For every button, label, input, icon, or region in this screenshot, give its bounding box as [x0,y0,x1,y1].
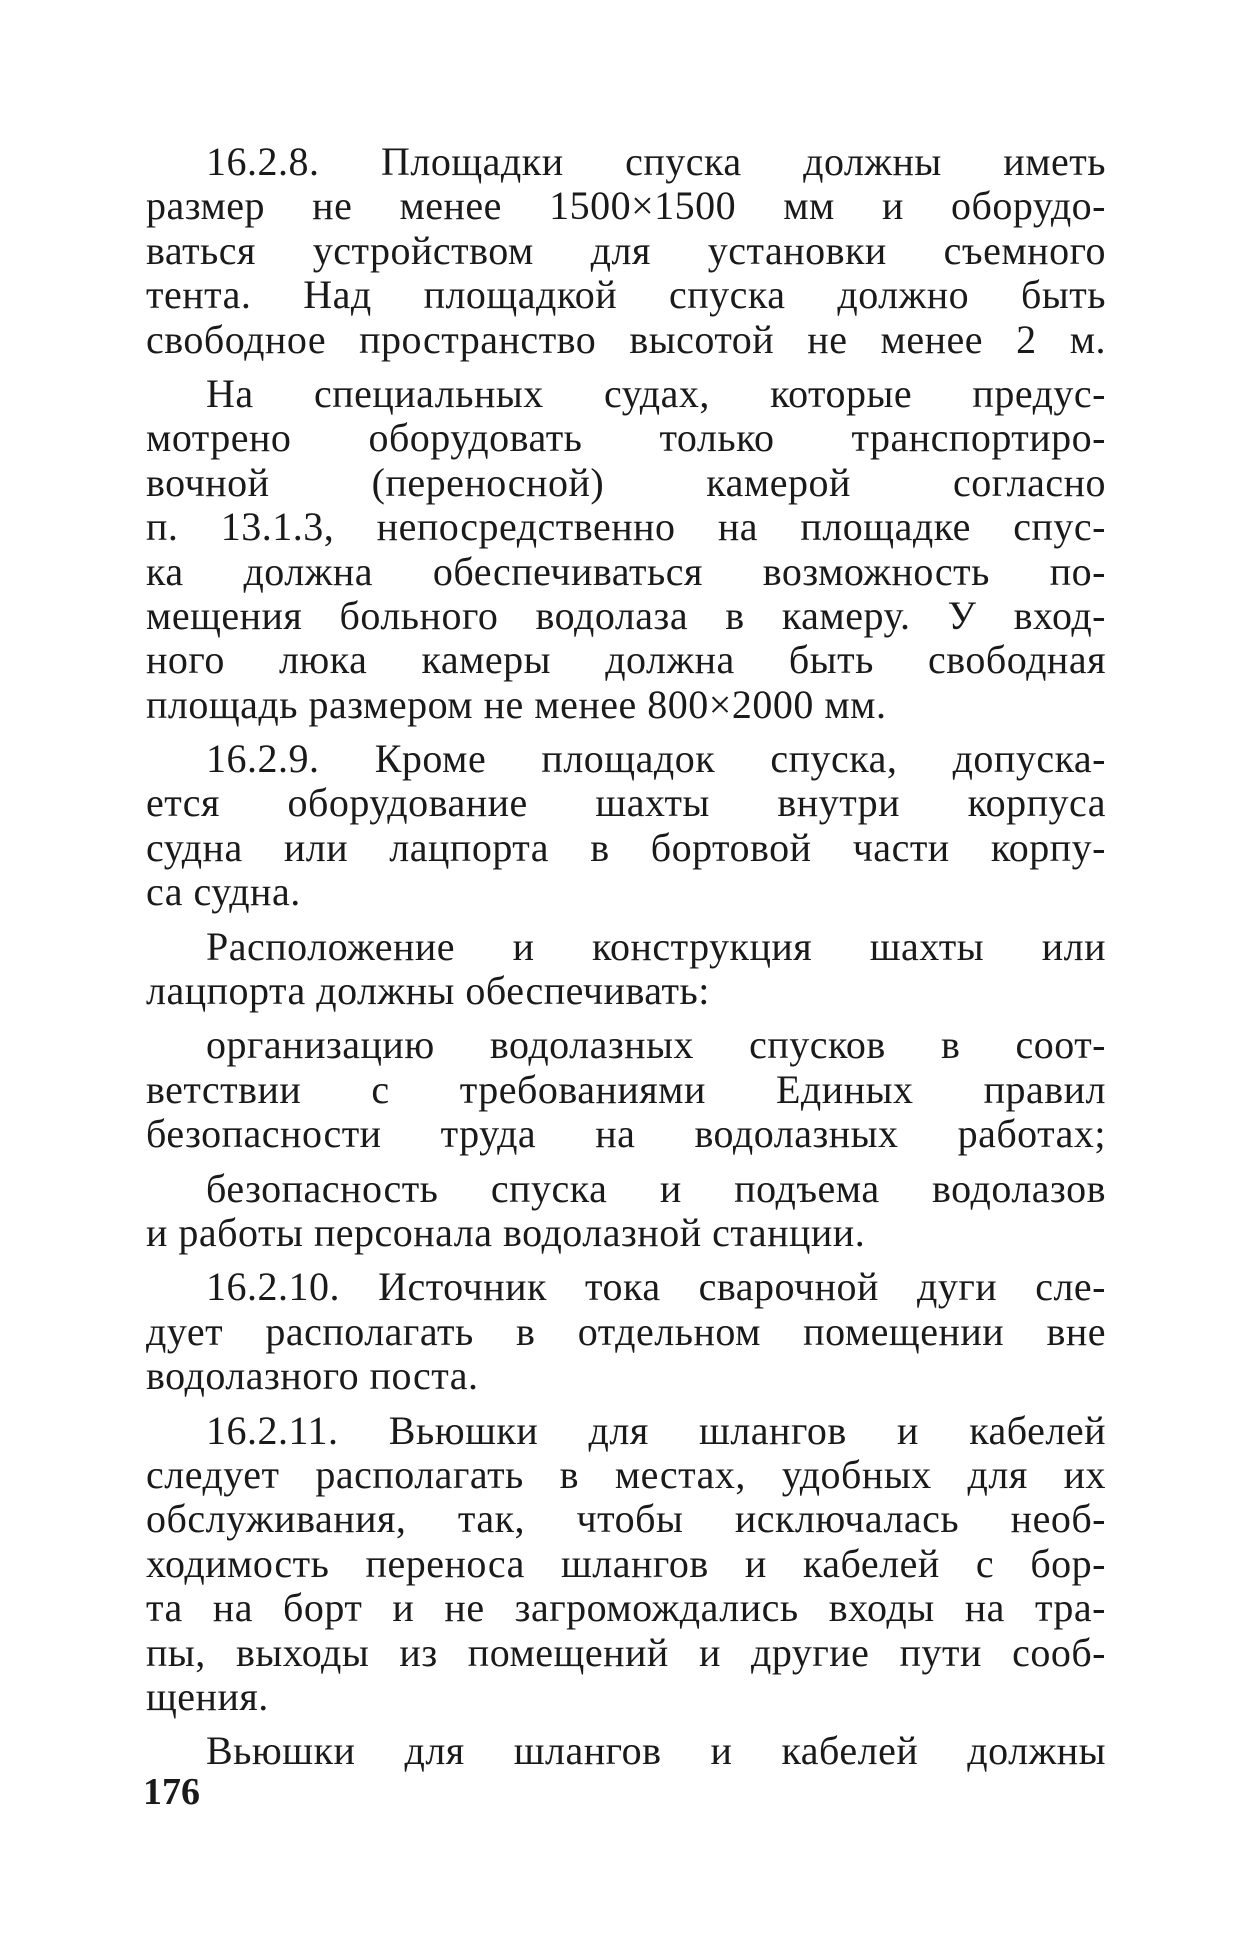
body-text [146,140,1106,1774]
list-item-safety [146,1167,1106,1256]
text-line: следует располагать в местах, удобных для их [146,1452,1106,1497]
text-line: и работы персонала водолазной станции. [146,1210,866,1255]
text-line: обслуживания, так, чтобы исключалась необ- [146,1497,1106,1542]
text-line: ветствии с требованиями Единых правил [146,1067,1106,1112]
text-line: ется оборудование шахты внутри корпуса [146,781,1106,826]
text-line: Расположение и конструкция шахты или [206,924,1106,969]
paragraph-shaft-layout [146,925,1106,1014]
text-line: безопасность спуска и подъема водолазов [206,1166,1106,1211]
text-line: ка должна обеспечиваться возможность по- [146,549,1106,594]
page-number: 176 [143,1771,200,1813]
text-line: безопасности труда на водолазных работах; [146,1112,1106,1157]
text-line: 16.2.10. Источник тока сварочной дуги сле- [206,1265,1106,1310]
text-line: 16.2.8. Площадки спуска должны иметь [206,140,1106,184]
text-line: свободное пространство высотой не менее 2 м. [146,317,1106,362]
text-line: ного люка камеры должна быть свободная [146,638,1106,683]
text-line: са судна. [146,870,301,915]
text-line: ваться устройством для установки съемного [146,228,1106,273]
text-line: водолазного поста. [146,1354,479,1399]
paragraph-16-2-10 [146,1265,1106,1398]
text-line: лацпорта должны обеспечивать: [146,969,710,1014]
text-line: дует располагать в отдельном помещении вне [146,1309,1106,1354]
text-line: Вьюшки для шлангов и кабелей должны [206,1729,1106,1774]
paragraph-reels [146,1729,1106,1773]
text-line: п. 13.1.3, непосредственно на площадке спус- [146,505,1106,550]
text-line: мотрено оборудовать только транспортиро- [146,416,1106,461]
text-line: та на борт и не загромождались входы на тра- [146,1586,1106,1631]
text-line: щения. [146,1674,269,1719]
paragraph-16-2-8 [146,140,1106,362]
text-line: тента. Над площадкой спуска должно быть [146,273,1106,318]
text-line: 16.2.9. Кроме площадок спуска, допуска- [206,737,1106,782]
paragraph-16-2-9 [146,737,1106,915]
text-line: мещения больного водолаза в камеру. У вход- [146,593,1106,638]
text-line: 16.2.11. Вьюшки для шлангов и кабелей [206,1408,1106,1453]
text-line: На специальных судах, которые предус- [206,371,1106,416]
text-line: пы, выходы из помещений и другие пути сооб- [146,1630,1106,1675]
text-line: размер не менее 1500×1500 мм и оборудо- [146,184,1106,229]
text-line: организацию водолазных спусков в соот- [206,1023,1106,1068]
text-line: вочной (переносной) камерой согласно [146,460,1106,505]
list-item-diving-organization [146,1023,1106,1156]
text-line: площадь размером не менее 800×2000 мм. [146,682,887,727]
paragraph-special-vessels [146,372,1106,727]
text-line: судна или лацпорта в бортовой части корпу- [146,825,1106,870]
paragraph-16-2-11 [146,1409,1106,1720]
text-line: ходимость переноса шлангов и кабелей с бор- [146,1541,1106,1586]
